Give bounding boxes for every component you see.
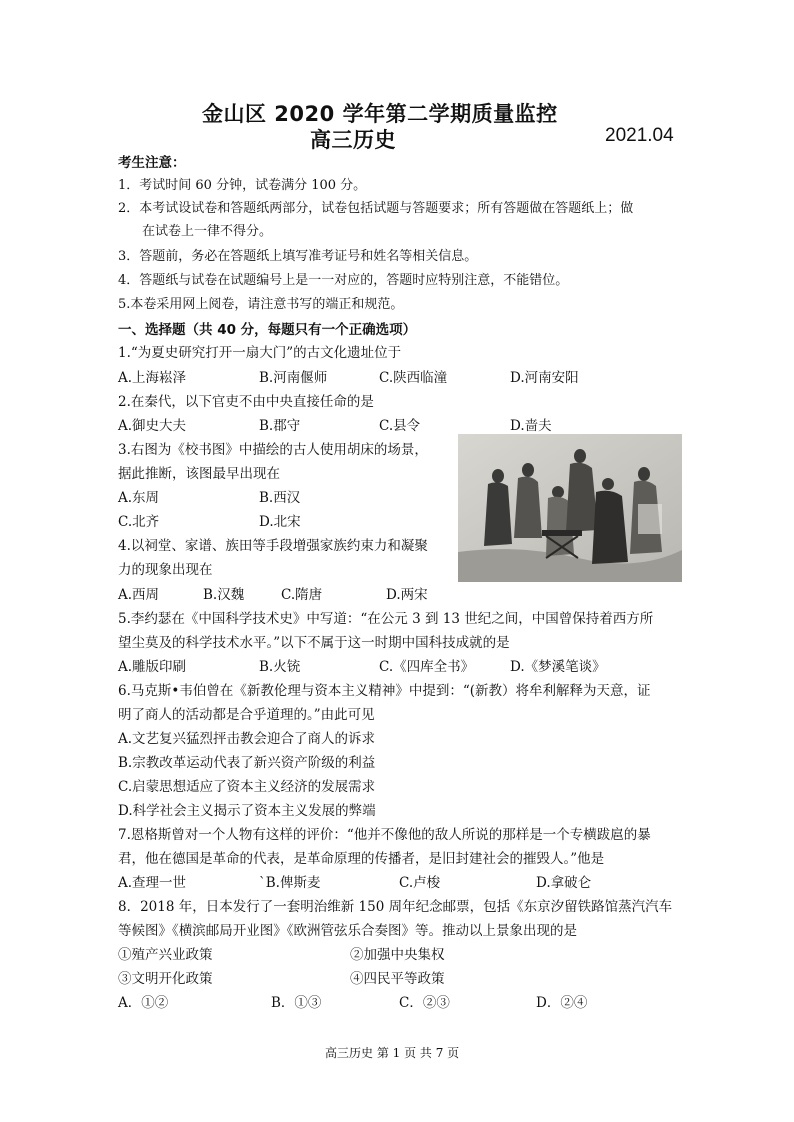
question-3-stem: 据此推断，该图最早出现在	[118, 466, 280, 482]
q3-option-d: D.北宋	[259, 514, 301, 530]
q2-option-b: B.郡守	[259, 418, 301, 434]
exam-subject: 高三历史	[310, 128, 396, 152]
painting-image	[458, 434, 682, 582]
q3-option-a: A.东周	[118, 490, 160, 506]
notice-item: 1．考试时间 60 分钟，试卷满分 100 分。	[118, 178, 367, 193]
q7-option-c: C.卢梭	[399, 875, 441, 891]
question-8-stem: 8．2018 年，日本发行了一套明治维新 150 周年纪念邮票，包括《东京汐留铁路馆蒸汽汽车	[118, 899, 673, 915]
q7-option-d: D.拿破仑	[536, 875, 592, 891]
q7-option-b: `B.俾斯麦	[259, 875, 321, 891]
question-5-stem: 望尘莫及的科学技术水平。”以下不属于这一时期中国科技成就的是	[118, 635, 510, 651]
page-footer: 高三历史 第 1 页 共 7 页	[325, 1046, 460, 1060]
q5-option-a: A.雕版印刷	[118, 659, 187, 675]
notice-item: 3．答题前，务必在答题纸上填写准考证号和姓名等相关信息。	[118, 249, 478, 264]
question-7-stem: 7.恩格斯曾对一个人物有这样的评价：“他并不像他的敌人所说的那样是一个专横跋扈的暴	[118, 827, 651, 843]
q3-option-b: B.西汉	[259, 490, 301, 506]
q6-option-a: A.文艺复兴猛烈抨击教会迎合了商人的诉求	[118, 731, 376, 747]
q2-option-d: D.啬夫	[510, 418, 552, 434]
notice-item: 5.本卷采用网上阅卷，请注意书写的端正和规范。	[118, 297, 404, 312]
section-heading: 一、选择题（共 40 分，每题只有一个正确选项）	[118, 322, 417, 338]
notice-item: 在试卷上一律不得分。	[142, 224, 273, 239]
q5-option-c: C.《四库全书》	[379, 659, 475, 675]
q8-statement-1: ①殖产兴业政策	[118, 947, 213, 963]
question-2-stem: 2.在秦代，以下官吏不由中央直接任命的是	[118, 394, 374, 410]
q5-option-d: D.《梦溪笔谈》	[510, 659, 606, 675]
exam-date: 2021.04	[605, 125, 674, 146]
q4-option-a: A.西周	[118, 587, 160, 603]
q8-statement-2: ②加强中央集权	[350, 947, 445, 963]
q1-option-c: C.陕西临潼	[379, 370, 448, 386]
question-1-stem: 1.“为夏史研究打开一扇大门”的古文化遗址位于	[118, 345, 402, 361]
painting-illustration	[458, 434, 682, 582]
q5-option-b: B.火铳	[259, 659, 301, 675]
question-6-stem: 6.马克斯•韦伯曾在《新教伦理与资本主义精神》中提到：“(新教）将牟利解释为天意，证	[118, 683, 651, 699]
q8-statement-4: ④四民平等政策	[350, 971, 445, 987]
question-5-stem: 5.李约瑟在《中国科学技术史》中写道：“在公元 3 到 13 世纪之间，中国曾保持着西方所	[118, 611, 654, 627]
question-6-stem: 明了商人的活动都是合乎道理的。”由此可见	[118, 707, 375, 723]
q1-option-d: D.河南安阳	[510, 370, 579, 386]
q8-option-b: B．①③	[271, 995, 322, 1011]
notice-heading: 考生注意：	[118, 155, 186, 171]
question-4-stem: 4.以祠堂、家谱、族田等手段增强家族约束力和凝聚	[118, 538, 428, 554]
notice-item: 4．答题纸与试卷在试题编号上是一一对应的，答题时应特别注意，不能错位。	[118, 273, 569, 288]
q1-option-b: B.河南偃师	[259, 370, 328, 386]
question-8-stem: 等候图》《横滨邮局开业图》《欧洲管弦乐合奏图》等。推动以上景象出现的是	[118, 923, 577, 939]
q8-option-c: C．②③	[399, 995, 450, 1011]
q7-option-a: A.查理一世	[118, 875, 187, 891]
q1-option-a: A.上海崧泽	[118, 370, 187, 386]
q8-option-d: D．②④	[536, 995, 588, 1011]
q2-option-c: C.县令	[379, 418, 421, 434]
q6-option-d: D.科学社会主义揭示了资本主义发展的弊端	[118, 803, 376, 819]
q8-statement-3: ③文明开化政策	[118, 971, 213, 987]
q4-option-c: C.隋唐	[281, 587, 323, 603]
q3-option-c: C.北齐	[118, 514, 160, 530]
exam-title: 金山区 2020 学年第二学期质量监控	[202, 102, 558, 126]
question-7-stem: 君，他在德国是革命的代表，是革命原理的传播者，是旧封建社会的摧毁人。”他是	[118, 851, 605, 867]
question-3-stem: 3.右图为《校书图》中描绘的古人使用胡床的场景，	[118, 442, 428, 458]
notice-item: 2．本考试设试卷和答题纸两部分，试卷包括试题与答题要求；所有答题做在答题纸上；做	[118, 201, 634, 216]
q8-option-a: A．①②	[118, 995, 169, 1011]
q2-option-a: A.御史大夫	[118, 418, 187, 434]
q4-option-b: B.汉魏	[203, 587, 245, 603]
question-4-stem: 力的现象出现在	[118, 562, 213, 578]
q6-option-c: C.启蒙思想适应了资本主义经济的发展需求	[118, 779, 376, 795]
q6-option-b: B.宗教改革运动代表了新兴资产阶级的利益	[118, 755, 376, 771]
q4-option-d: D.两宋	[386, 587, 428, 603]
